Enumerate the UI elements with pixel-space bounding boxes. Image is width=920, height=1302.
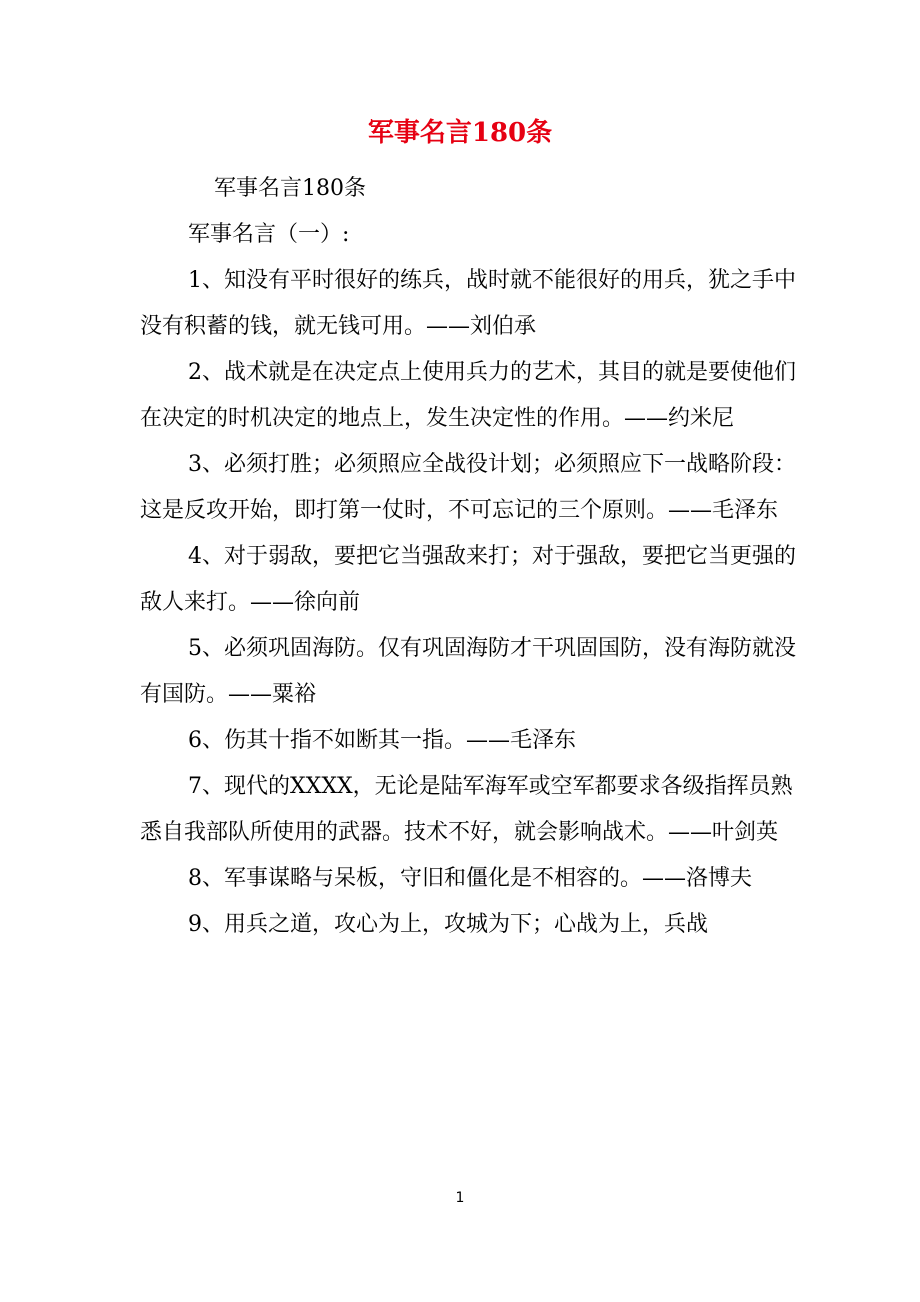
quote-paragraph-6: 6、伤其十指不如断其一指。——毛泽东 (188, 728, 576, 753)
section-heading: 军事名言（一）: (188, 222, 350, 247)
quote-paragraph-3: 3、必须打胜；必须照应全战役计划；必须照应下一战略阶段：这是反攻开始，即打第一仗时，不可忘记的三个原则。——毛泽东 (140, 452, 796, 523)
quote-paragraph-8: 8、军事谋略与呆板，守旧和僵化是不相容的。——洛博夫 (188, 866, 752, 891)
quote-paragraph-5: 5、必须巩固海防。仅有巩固海防才干巩固国防，没有海防就没有国防。——粟裕 (140, 636, 796, 707)
subtitle-paragraph: 军事名言180条 (214, 176, 366, 201)
quote-paragraph-4: 4、对于弱敌，要把它当强敌来打；对于强敌，要把它当更强的敌人来打。——徐向前 (140, 544, 796, 615)
quote-paragraph-7: 7、现代的XXXX，无论是陆军海军或空军都要求各级指挥员熟悉自我部队所使用的武器。技术不好，就会影响战术。——叶剑英 (140, 774, 793, 845)
document-title: 军事名言180条 (367, 118, 553, 148)
page-number: 1 (455, 1190, 465, 1206)
document-body (140, 166, 800, 948)
quote-paragraph-9: 9、用兵之道，攻心为上，攻城为下；心战为上，兵战 (188, 912, 708, 937)
quote-paragraph-2: 2、战术就是在决定点上使用兵力的艺术，其目的就是要使他们在决定的时机决定的地点上，发生决定性的作用。——约米尼 (140, 360, 796, 431)
quote-paragraph-1: 1、知没有平时很好的练兵，战时就不能很好的用兵，犹之手中没有积蓄的钱，就无钱可用。——刘伯承 (140, 268, 796, 339)
